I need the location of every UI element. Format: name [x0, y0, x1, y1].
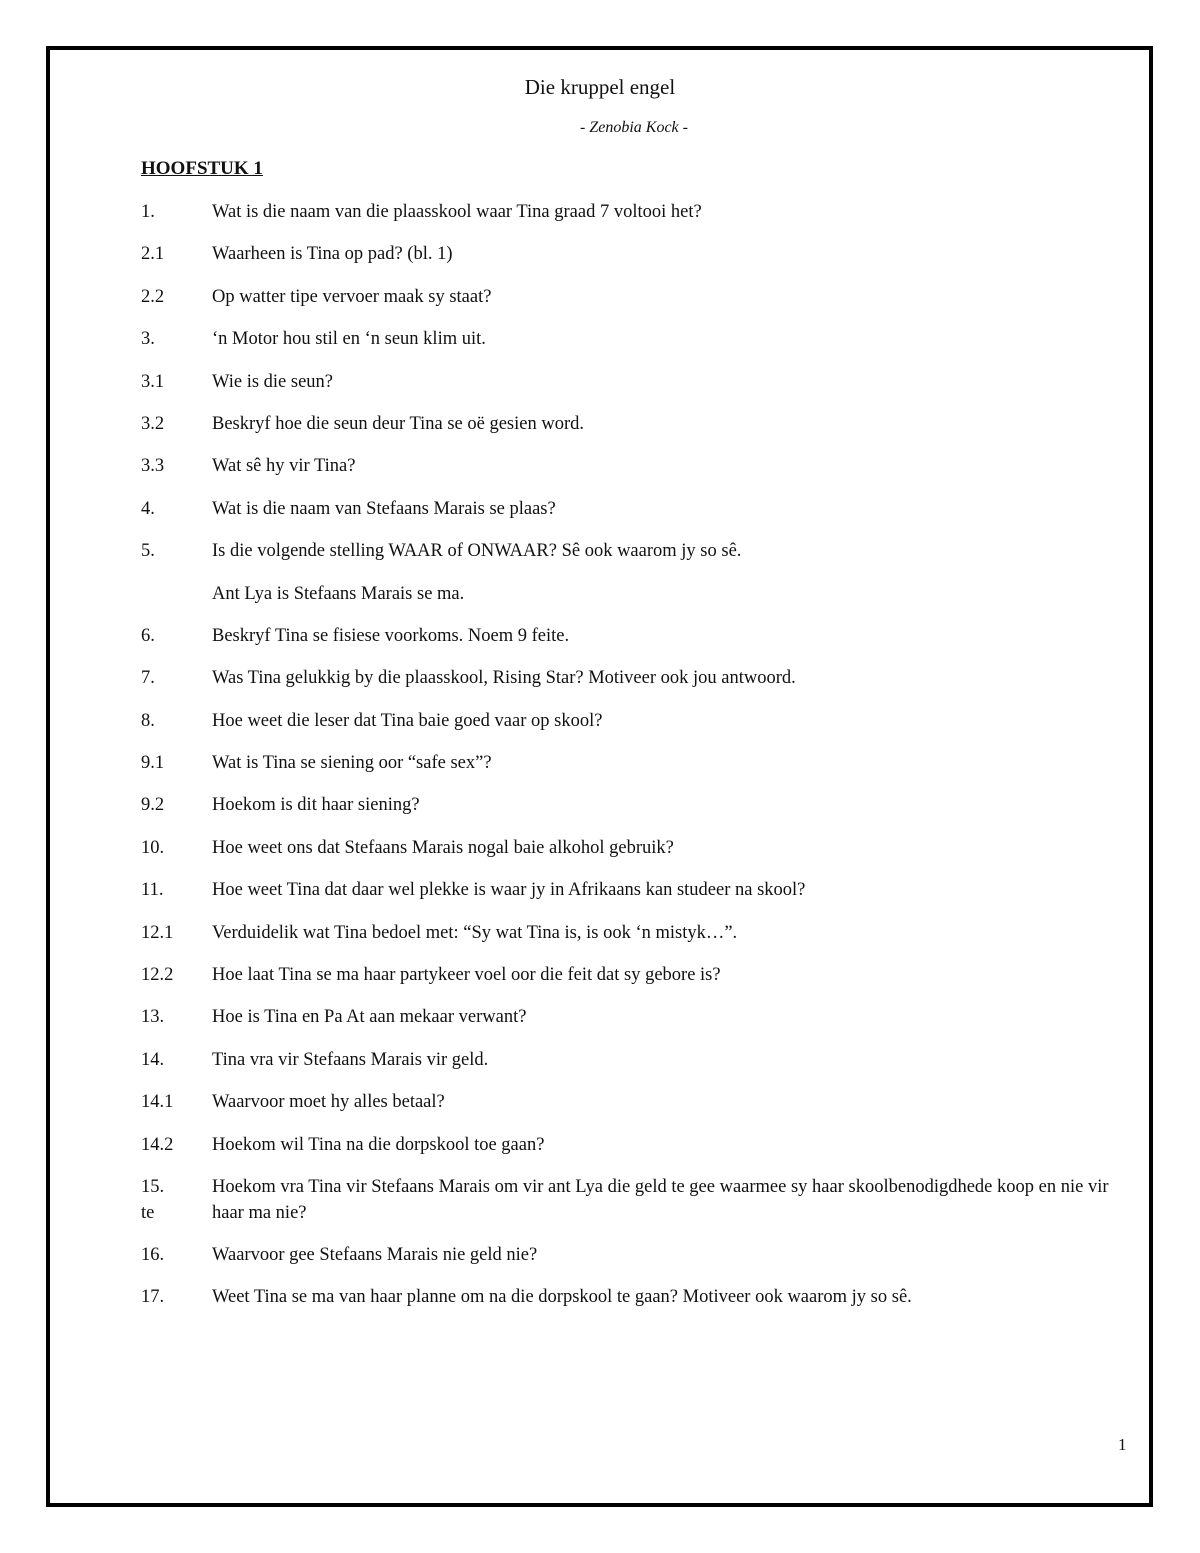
question-row: [141, 750, 1131, 792]
question-text: Was Tina gelukkig by die plaasskool, Rising Star? Motiveer ook jou antwoord.: [212, 668, 796, 689]
question-text: Weet Tina se ma van haar planne om na die dorpskool te gaan? Motiveer ook waarom jy so sê.: [212, 1287, 912, 1308]
question-number: 7.: [141, 668, 155, 689]
question-row: [141, 1284, 1131, 1326]
question-row: [141, 581, 1131, 623]
question-text: Waarvoor gee Stefaans Marais nie geld nie?: [212, 1244, 538, 1265]
question-text: Is die volgende stelling WAAR of ONWAAR? Sê ook waarom jy so sê.: [212, 541, 742, 562]
question-number: 9.2: [141, 795, 165, 816]
question-row: [141, 453, 1131, 495]
page-number: 1: [1118, 1435, 1127, 1454]
question-row: [141, 792, 1131, 834]
question-number: 14.2: [141, 1134, 174, 1155]
question-number: 16.: [141, 1244, 165, 1265]
question-number: 1.: [141, 202, 155, 222]
question-text: ‘n Motor hou stil en ‘n seun klim uit.: [212, 329, 486, 350]
question-text: Wat is die naam van die plaasskool waar Tina graad 7 voltooi het?: [212, 202, 702, 222]
question-row: [141, 284, 1131, 326]
question-number: 3.1: [141, 371, 165, 392]
question-text: Wat is die naam van Stefaans Marais se plaas?: [212, 498, 556, 519]
question-text: Op watter tipe vervoer maak sy staat?: [212, 286, 492, 307]
question-number: 9.1: [141, 753, 165, 774]
question-row: [141, 962, 1131, 1004]
question-list: [141, 199, 1131, 1327]
question-row: [141, 369, 1131, 411]
question-number: 6.: [141, 625, 155, 646]
question-row: [141, 835, 1131, 877]
question-number: 13.: [141, 1007, 165, 1028]
question-text: Verduidelik wat Tina bedoel met: “Sy wat Tina is, is ook ‘n mistyk…”.: [212, 922, 738, 943]
question-text: Hoe laat Tina se ma haar partykeer voel oor die feit dat sy gebore is?: [212, 965, 721, 986]
question-row: [141, 411, 1131, 453]
question-number: 2.1: [141, 244, 165, 265]
question-row: [141, 920, 1131, 962]
question-row: [141, 199, 1131, 241]
question-row: [141, 496, 1131, 538]
chapter-heading: HOOFSTUK 1: [141, 158, 263, 179]
question-number: 3.3: [141, 456, 165, 477]
question-text: Hoekom vra Tina vir Stefaans Marais om vir ant Lya die geld te gee waarmee sy haar skoolbenodigdhede koop en nie vir haar ma nie?: [212, 1176, 1109, 1223]
question-row: [141, 1047, 1131, 1089]
question-text: Wie is die seun?: [212, 371, 334, 392]
question-row: [141, 538, 1131, 580]
question-row: [141, 326, 1131, 368]
question-text: Hoekom wil Tina na die dorpskool toe gaan?: [212, 1134, 545, 1155]
question-row: [141, 1132, 1131, 1174]
question-row: [141, 241, 1131, 283]
question-row: [141, 708, 1131, 750]
question-row: [141, 1089, 1131, 1131]
question-number: 11.: [141, 880, 164, 901]
question-text: Hoe weet die leser dat Tina baie goed vaar op skool?: [212, 710, 603, 731]
question-row: [141, 1174, 1131, 1242]
question-text: Hoe weet ons dat Stefaans Marais nogal baie alkohol gebruik?: [212, 837, 674, 858]
question-number-overflow: te: [141, 1202, 155, 1223]
question-text: Waarheen is Tina op pad? (bl. 1): [212, 244, 453, 265]
question-number: 15.: [141, 1176, 165, 1197]
question-text: Tina vra vir Stefaans Marais vir geld.: [212, 1049, 489, 1070]
question-number: 12.1: [141, 922, 174, 943]
question-text: Beskryf hoe die seun deur Tina se oë gesien word.: [212, 413, 584, 434]
question-text: Hoe weet Tina dat daar wel plekke is waar jy in Afrikaans kan studeer na skool?: [212, 880, 806, 901]
question-number: 10.: [141, 837, 165, 858]
question-text: Hoe is Tina en Pa At aan mekaar verwant?: [212, 1007, 527, 1028]
question-statement: Ant Lya is Stefaans Marais se ma.: [212, 583, 465, 604]
question-number: 8.: [141, 710, 155, 731]
question-text: Waarvoor moet hy alles betaal?: [212, 1092, 445, 1113]
document-title: Die kruppel engel: [524, 75, 676, 99]
question-row: [141, 877, 1131, 919]
question-text: Wat is Tina se siening oor “safe sex”?: [212, 753, 492, 774]
question-row: [141, 665, 1131, 707]
question-number: 4.: [141, 498, 155, 519]
question-number: 14.: [141, 1049, 165, 1070]
question-row: [141, 623, 1131, 665]
question-number: 5.: [141, 541, 155, 562]
question-number: 17.: [141, 1287, 165, 1308]
question-row: [141, 1242, 1131, 1284]
question-text: Wat sê hy vir Tina?: [212, 456, 356, 477]
question-number: 12.2: [141, 965, 174, 986]
question-number: 3.2: [141, 413, 165, 434]
question-number: 14.1: [141, 1092, 174, 1113]
question-number: 2.2: [141, 286, 165, 307]
question-text: Beskryf Tina se fisiese voorkoms. Noem 9 feite.: [212, 625, 570, 646]
question-text: Hoekom is dit haar siening?: [212, 795, 420, 816]
question-number: 3.: [141, 329, 155, 350]
question-row: [141, 1004, 1131, 1046]
document-author: - Zenobia Kock -: [580, 119, 688, 136]
